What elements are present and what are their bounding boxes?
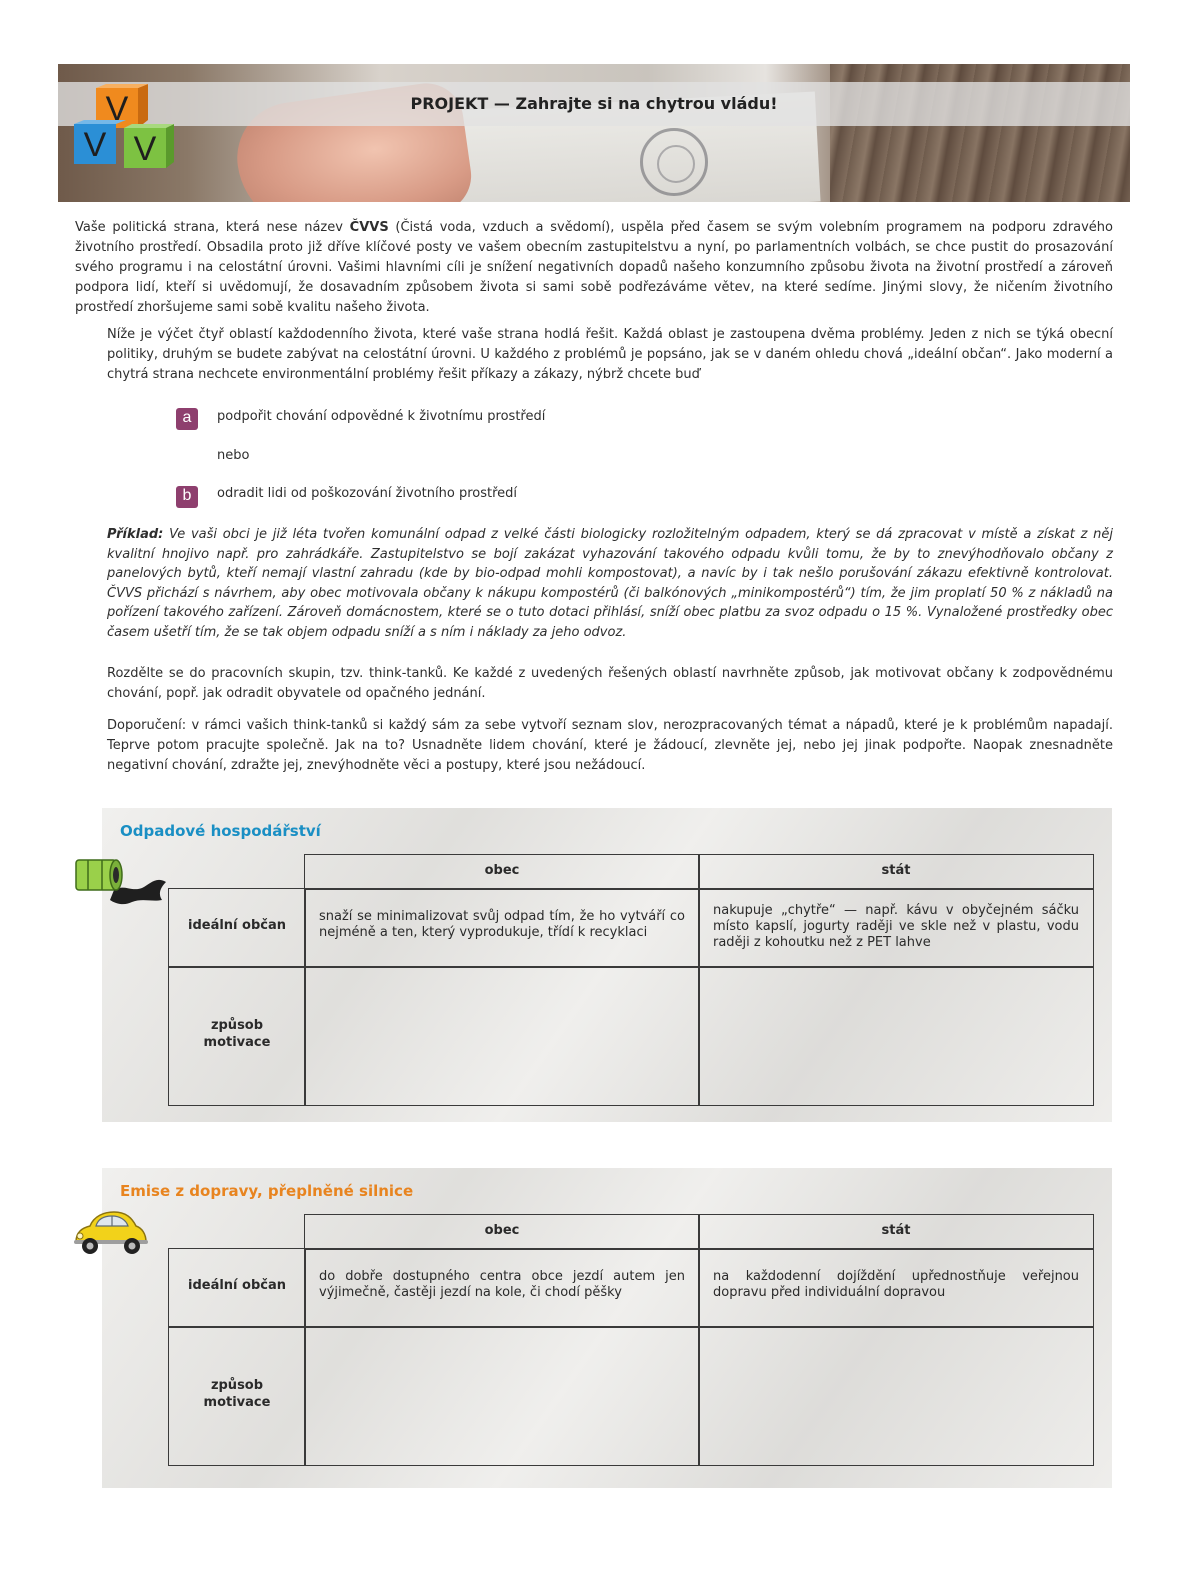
row-label-line-1: způsob [210,1018,264,1033]
column-label: stát [881,863,911,878]
intro-text-1: Vaše politická strana, která nese název [75,220,350,235]
cell-motivation-stat[interactable] [698,966,1094,1106]
cell-ideal-stat [698,1248,1094,1328]
cell-text: na každodenní dojíždění upřednostňuje veřejnou dopravu před individuální dopravou [713,1269,1079,1300]
option-a-badge: a [176,408,198,430]
option-b-badge: b [176,486,198,508]
cell-motivation-obec[interactable] [304,1326,700,1466]
cell-motivation-obec[interactable] [304,966,700,1106]
areas-intro-paragraph: Níže je výčet čtyř oblastí každodenního života, které vaše strana hodlá řešit. Každá oblast je zastoupena dvěma problémy. Jeden z nich se týká obecní politiky, druhým se budete zabývat na celostátní úrovni. U každého z problémů je popsáno, jak se v daném ohledu chová „ideální občan“. Jako moderní a chytrá strana nechcete environmentální problémy řešit příkazy a zákazy, nýbrž chcete buď [107,327,1113,382]
row-label-line-2: motivace [203,1035,271,1050]
section-panel-transport [102,1168,1112,1488]
cell-text: do dobře dostupného centra obce jezdí autem jen výjimečně, častěji jezdí na kole, či chodí pěšky [319,1269,685,1300]
logo-letter-2: V [83,126,107,164]
task-paragraph: Rozdělte se do pracovních skupin, tzv. think-tanků. Ke každé z uvedených řešených oblastí navrhněte způsob, jak motivovat občany k zodpovědnému chování, popř. jak odradit obyvatele od opačného jednání. [107,666,1113,701]
example-paragraph [107,525,1113,642]
party-name: ČVVS [349,220,389,235]
intro-text-2: (Čistá voda, vzduch a svědomí), uspěla před časem se svým volebním programem na podporu zdravého životního prostředí. Obsadila proto již dříve klíčové posty ve vašem obecním zastupitelstvu a nyní, po parlamentních volbách, se chce pustit do prosazování svého programu i na celostátní úrovni. Vašimi hlavními cíli je snížení negativních dopadů našeho konzumního způsobu života na životní prostředí a zároveň podpora lidí, kteří si uvědomují, že dosavadním způsobem života si sami sobě podřezáváme větev, na které sedíme. Jinými slovy, že ničením životního prostředí zhoršujeme sami sobě kvalitu našeho života. [75,220,1113,315]
page-title: PROJEKT — Zahrajte si na chytrou vládu! [410,94,778,113]
option-b-text: odradit lidi od poškozování životního prostředí [217,486,517,501]
row-label-ideal [168,888,306,968]
cell-motivation-stat[interactable] [698,1326,1094,1466]
title-band [58,82,1130,126]
row-label: ideální občan [187,918,286,933]
logo-letter-1: V [105,90,129,128]
intro-paragraph [75,218,1113,318]
column-label: obec [484,863,520,878]
column-label: stát [881,1223,911,1238]
option-a-text: podpořit chování odpovědné k životnímu prostředí [217,409,546,424]
example-label: Příklad: [107,527,164,542]
header-banner [58,64,1130,202]
table-header-obec [304,1214,700,1250]
option-or-text: nebo [217,448,250,463]
row-label-motivation [168,966,306,1106]
row-label-ideal [168,1248,306,1328]
row-label: ideální občan [187,1278,286,1293]
section-title: Emise z dopravy, přeplněné silnice [120,1182,414,1200]
table-header-stat [698,1214,1094,1250]
vvv-logo-icon [74,84,174,174]
cell-ideal-obec [304,1248,700,1328]
row-label-line-2: motivace [203,1395,271,1410]
cell-ideal-obec [304,888,700,968]
recommendation-paragraph: Doporučení: v rámci vašich think-tanků si každý sám za sebe vytvoří seznam slov, nerozpracovaných témat a nápadů, které je k problémům napadají. Teprve potom pracujte společně. Jak na to? Usnadněte lidem chování, které je žádoucí, zlevněte jej, nebo jej jinak podpořte. Naopak znesnadněte negativní chování, zdražte jej, znevýhodněte věci a postupy, které jsou nežádoucí. [107,718,1113,773]
cell-ideal-stat [698,888,1094,968]
table-header-stat [698,854,1094,890]
car-icon [72,1208,148,1258]
logo-letter-3: V [133,130,157,168]
row-label-motivation [168,1326,306,1466]
table-header-obec [304,854,700,890]
row-label-line-1: způsob [210,1378,264,1393]
example-text: Ve vaši obci je již léta tvořen komunální odpad z velké části biologicky rozložitelným odpadem, který se dá zpracovat v místě a získat z něj kvalitní hnojivo např. pro zahrádkáře. Zastupitelstvo se bojí zakázat vyhazování takového odpadu kvůli tomu, že by to znevýhodňovalo občany z panelových bytů, kteří nemají vlastní zahradu (kde by bio-odpad mohli kompostovat), a navíc by i tak nešlo porušování zákazu efektivně kontrolovat. ČVVS přichází s návrhem, aby obec motivovala občany k nákupu kompostérů (či balkónových „minikompostérů“) tím, že jim proplatí 50 % z nákladů na pořízení takového zařízení. Zároveň domácnostem, které se o tuto dotaci přihlásí, sníží obec platbu za svoz odpadu o 15 %. Vynaložené prostředky obec časem ušetří tím, že se tak objem odpadu sníží a s ním i náklady za jeho odvoz. [107,527,1113,640]
cell-text: nakupuje „chytře“ — např. kávu v obyčejném sáčku místo kapslí, jogurty raději ve skle než v plastu, vodu raději z kohoutku než z PET lahve [713,903,1079,950]
banner-stamp [640,128,708,196]
section-title: Odpadové hospodářství [120,822,321,840]
cell-text: snaží se minimalizovat svůj odpad tím, že ho vytváří co nejméně a ten, který vyprodukuje, třídí k recyklaci [319,909,685,940]
section-panel-waste [102,808,1112,1122]
barrel-icon [72,854,168,910]
column-label: obec [484,1223,520,1238]
